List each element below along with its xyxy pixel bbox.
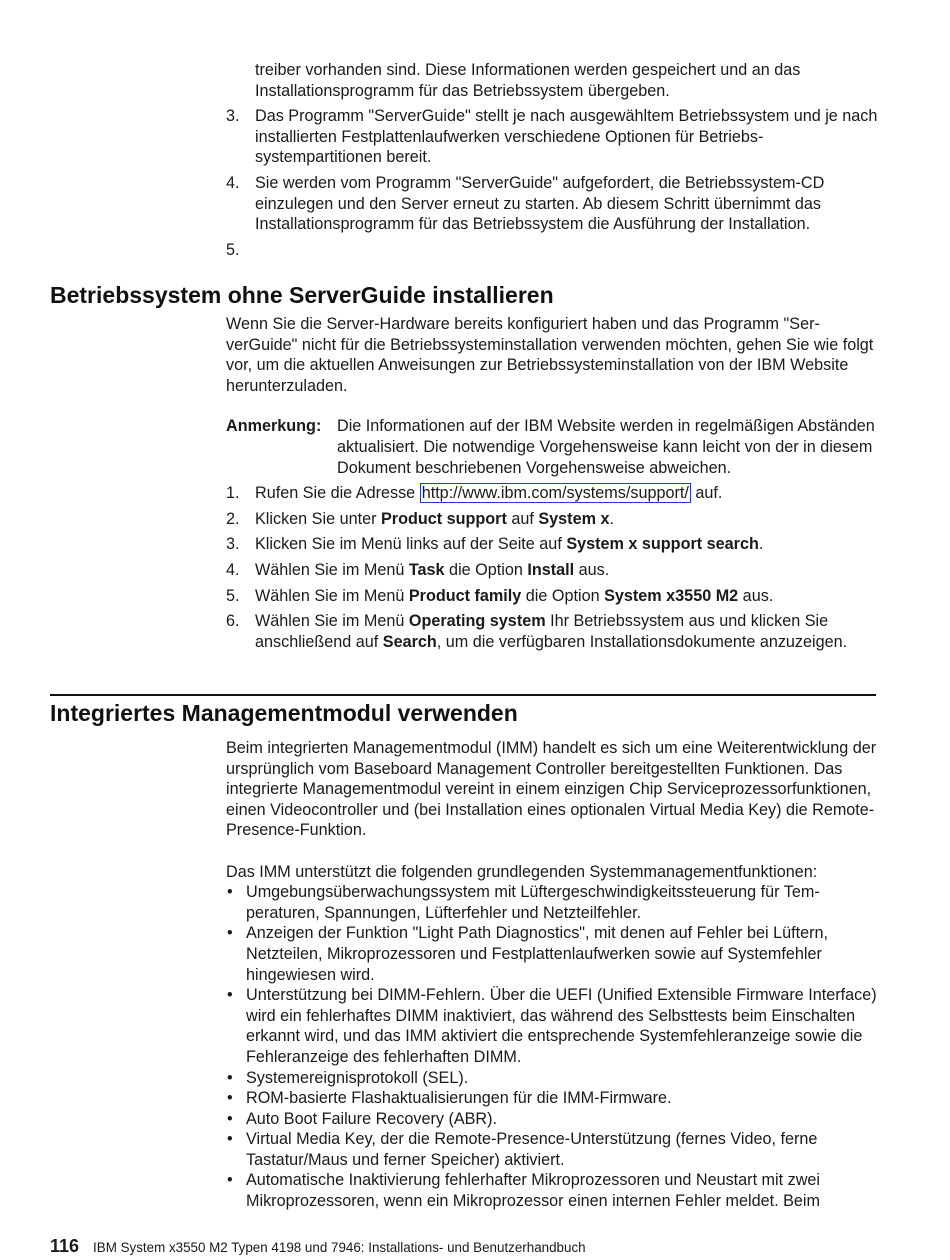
page-footer — [50, 1236, 586, 1257]
list-item — [226, 985, 878, 1067]
step-text: die Option — [444, 560, 528, 579]
list-item — [226, 1109, 878, 1130]
ui-term: Product family — [408, 586, 522, 605]
ui-term: System x support search — [566, 535, 759, 554]
ui-term: System x — [538, 509, 610, 528]
step-text: Wählen Sie im Menü — [255, 560, 409, 579]
list-item-text: Unterstützung bei DIMM-Fehlern. Über die UEFI (Unified Extensible Firmware Interface) wird ein fehlerhaftes DIMM inaktiviert, das während des Selbsttests beim Einschalten erkannt wird, und das IMM aktiviert die entsprechende Systemfehleranzeige sowie die Fehleranzeige des fehlerhaften DIMM. — [246, 986, 877, 1066]
list-number: 4. — [226, 560, 240, 579]
list-number: 5. — [226, 240, 240, 259]
list-number: 4. — [226, 173, 240, 192]
imm-intro: Beim integrierten Managementmodul (IMM) handelt es sich um eine Weiterentwicklung der ursprünglich vom Baseboard Management Controller bereitgestellten Funktionen. Das integrierte Managementmodul vereint in einem einzigen Chip Serviceprozessorfunktionen, einen Videocontroller und (bei Installation eines optionalen Virtual Media Key) die Remote-Presence-Funktion. — [226, 739, 877, 840]
list-item — [226, 611, 878, 652]
step-text: auf. — [690, 484, 723, 503]
step-text: aus. — [738, 586, 774, 605]
list-item — [226, 1068, 878, 1089]
imm-features-lead: Das IMM unterstützt die folgenden grundlegenden Systemmanagementfunktionen: — [226, 862, 818, 881]
section-heading-os-install: Betriebssystem ohne ServerGuide installieren — [50, 282, 554, 308]
ui-term: Task — [408, 560, 445, 579]
bullet-icon: • — [227, 883, 233, 902]
section2-body — [226, 738, 878, 1212]
imm-features-list — [226, 882, 878, 1212]
list-item-text: Sie werden vom Programm "ServerGuide" aufgefordert, die Betriebssystem-CD einzulegen und den Server erneut zu starten. Ab diesem Schritt übernimmt das Installationsprogramm für das Betriebssystem die Ausführung der Installation. — [255, 173, 825, 234]
list-item-text: ROM-basierte Flashaktualisierungen für die IMM-Firmware. — [246, 1089, 672, 1108]
list-item — [226, 586, 878, 607]
bullet-icon: • — [227, 1068, 233, 1087]
download-steps-list — [226, 483, 878, 652]
list-item-text: Virtual Media Key, der die Remote-Presence-Unterstützung (fernes Video, ferne Tastatur/Maus und ferner Speicher) aktiviert. — [246, 1130, 818, 1169]
ui-term: System x3550 M2 — [604, 586, 739, 605]
install-steps-list — [226, 106, 878, 260]
section-divider — [50, 694, 876, 696]
step-text: auf — [506, 509, 539, 528]
list-number: 5. — [226, 586, 240, 605]
ui-term: Operating system — [408, 612, 546, 631]
list-item — [226, 1129, 878, 1170]
list-item — [226, 509, 878, 530]
section1-intro: Wenn Sie die Server-Hardware bereits konfiguriert haben und das Programm "ServerGuide" nicht für die Betriebssysteminstallation verwenden möchten, gehen Sie wie folgt vor, um die aktuellen Anweisungen zur Betriebssysteminstallation von der IBM Website herunterzuladen. — [226, 315, 874, 395]
section1-body — [226, 314, 878, 657]
bullet-icon: • — [227, 1089, 233, 1108]
list-number: 2. — [226, 509, 240, 528]
list-item — [226, 923, 878, 985]
list-item — [226, 1170, 878, 1211]
note-text: Die Informationen auf der IBM Website werden in regelmäßigen Abständen aktualisiert. Die notwendige Vorgehensweise kann leicht von der in diesem Dokument beschriebenen Vorgehensweise abweichen. — [337, 417, 875, 477]
list-item — [226, 240, 878, 261]
list-item-text: Anzeigen der Funktion "Light Path Diagnostics", mit denen auf Fehler bei Lüftern, Netzteilen, Mikroprozessoren und Festplattenlaufwerken sowie auf Systemfehler hingewiesen wird. — [246, 924, 828, 984]
list-item — [226, 534, 878, 555]
step-text: . — [758, 535, 764, 554]
bullet-icon: • — [227, 1109, 233, 1128]
list-item — [226, 173, 878, 235]
ui-term: Search — [382, 632, 437, 651]
top-block — [226, 60, 878, 265]
list-number: 3. — [226, 535, 240, 554]
list-item-text: Umgebungsüberwachungssystem mit Lüftergeschwindigkeitssteuerung für Temperaturen, Spannungen, Lüfterfehler und Netzteilfehler. — [246, 883, 820, 922]
section-heading-imm: Integriertes Managementmodul verwenden — [50, 700, 518, 726]
list-item-text: Systemereignisprotokoll (SEL). — [246, 1068, 469, 1087]
note-label: Anmerkung: — [226, 417, 322, 436]
step-text: Klicken Sie im Menü links auf der Seite auf — [255, 535, 567, 554]
footer-title: IBM System x3550 M2 Typen 4198 und 7946: Installations- und Benutzerhandbuch — [93, 1240, 586, 1255]
list-item-text: Auto Boot Failure Recovery (ABR). — [246, 1109, 498, 1128]
list-item — [226, 882, 878, 923]
list-number: 1. — [226, 484, 240, 503]
continuation-text: treiber vorhanden sind. Diese Informationen werden gespeichert und an das Installationsprogramm für das Betriebssystem übergeben. — [255, 61, 801, 100]
bullet-icon: • — [227, 1171, 233, 1190]
bullet-icon: • — [227, 986, 233, 1005]
page-number: 116 — [50, 1236, 80, 1256]
step-text: die Option — [521, 586, 605, 605]
step-text: , um die verfügbaren Installationsdokumente anzuzeigen. — [436, 632, 848, 651]
list-item — [226, 1088, 878, 1109]
ui-term: Install — [527, 560, 575, 579]
step-text: Wählen Sie im Menü — [255, 612, 409, 631]
step-text: Klicken Sie unter — [255, 509, 381, 528]
step-text: Rufen Sie die Adresse — [255, 484, 420, 503]
list-number: 6. — [226, 612, 240, 631]
step-text: Ihr Betriebssystem aus und klicken Sie anschließend auf — [255, 612, 829, 651]
list-number: 3. — [226, 107, 240, 126]
list-item — [226, 483, 878, 504]
step-text: aus. — [574, 560, 610, 579]
list-item — [226, 560, 878, 581]
bullet-icon: • — [227, 924, 233, 943]
ibm-support-link[interactable]: http://www.ibm.com/systems/support/ — [421, 484, 689, 503]
step-text: Wählen Sie im Menü — [255, 586, 409, 605]
list-item-text: Das Programm "ServerGuide" stellt je nach ausgewähltem Betriebssystem und je nach installierten Festplattenlaufwerken verschiedene Optionen für Betriebssystempartitionen bereit. — [255, 107, 878, 167]
note-block — [226, 416, 878, 478]
list-item-text: Automatische Inaktivierung fehlerhafter Mikroprozessoren und Neustart mit zwei Mikroprozessoren, wenn ein Mikroprozessor einen internen Fehler meldet. Beim — [246, 1171, 821, 1211]
list-item — [226, 106, 878, 168]
ui-term: Product support — [380, 509, 507, 528]
step-text: . — [609, 509, 614, 528]
bullet-icon: • — [227, 1130, 233, 1149]
